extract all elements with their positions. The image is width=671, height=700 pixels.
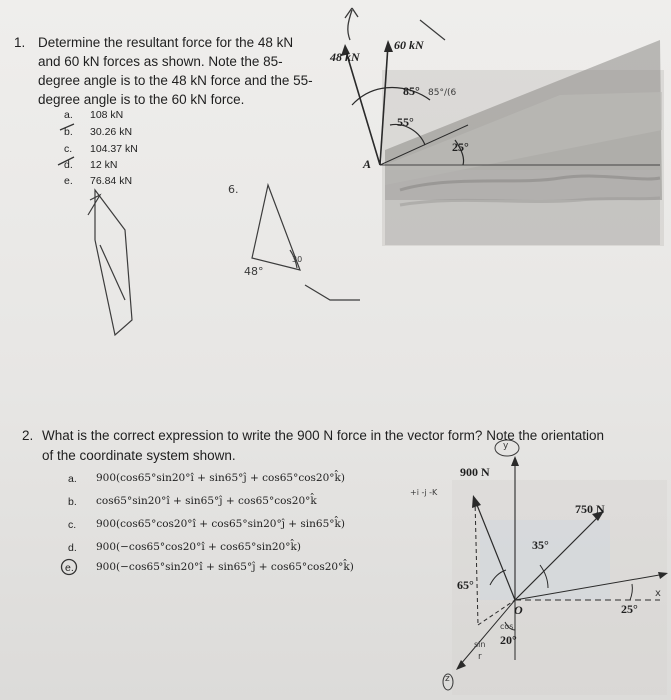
angle-35-label: 35° <box>532 538 549 552</box>
force-60kn-label: 60 kN <box>394 38 424 52</box>
q2-option-b-letter: b. <box>68 496 77 508</box>
question1-number: 1. <box>14 35 26 50</box>
q2-option-a-text: 900(cos65°sin20°î + sin65°ĵ + cos65°cos20°k̂) <box>96 472 346 484</box>
question2-line-1: What is the correct expression to write the 900 N force in the vector form? Note the orientation <box>42 428 605 443</box>
force-750n-label: 750 N <box>575 502 605 516</box>
q2-option-a-letter: a. <box>68 473 77 485</box>
q1-option-c-letter: c. <box>64 143 73 155</box>
q1-option-d-letter: d. <box>64 159 73 171</box>
q2-option-c-text: 900(cos65°cos20°î + cos65°sin20°ĵ + sin65°k̂) <box>96 518 346 530</box>
question2-line-2: of the coordinate system shown. <box>42 448 236 463</box>
q2-option-b-text: cos65°sin20°î + sin65°ĵ + cos65°cos20°k̂ <box>96 495 317 507</box>
q2-option-c-letter: c. <box>68 519 77 531</box>
q1-option-e-text: 76.84 kN <box>90 175 133 187</box>
q1-option-a-letter: a. <box>64 109 73 121</box>
q1-option-c-text: 104.37 kN <box>90 143 138 155</box>
q1-option-d-text: 12 kN <box>90 159 118 171</box>
origin-o-label: O <box>514 603 523 617</box>
q2-option-e-text: 900(−cos65°sin20°î + sin65°ĵ + cos65°cos20°k̂) <box>96 561 354 573</box>
angle-25-label: 25° <box>452 140 469 154</box>
handwritten-sketches <box>88 185 360 335</box>
angle-25-label-q2: 25° <box>621 602 638 616</box>
handwritten-sign-note: +i -j -K <box>410 488 438 497</box>
angle-65-label: 65° <box>457 578 474 592</box>
handwritten-x: x <box>655 588 661 599</box>
q1-option-b-letter: b. <box>64 126 73 138</box>
angle-20-label: 20° <box>500 633 517 647</box>
q1-option-b-text: 30.26 kN <box>90 126 133 138</box>
question1-figure <box>341 8 664 246</box>
handwritten-z: z <box>445 674 450 684</box>
q2-option-d-letter: d. <box>68 542 77 554</box>
question1-line-3: degree angle is to the 48 kN force and the 55- <box>38 73 313 88</box>
angle-55-label: 55° <box>397 115 414 129</box>
handwritten-y: y <box>503 441 509 451</box>
question2-number: 2. <box>22 428 34 443</box>
point-a-label: A <box>363 157 372 171</box>
handwritten-angle-mark: 6. <box>228 183 239 196</box>
q2-option-d-text: 900(−cos65°cos20°î + cos65°sin20°k̂) <box>96 541 301 553</box>
handwritten-cos: cos <box>500 622 514 631</box>
q1-option-e-letter: e. <box>64 175 73 187</box>
q1-option-a-text: 108 kN <box>90 109 124 121</box>
q2-option-e-letter: e. <box>65 562 74 574</box>
force-900n-label: 900 N <box>460 465 490 479</box>
handwritten-85-note: 85°/(6 <box>428 88 457 98</box>
angle-85-label: 85° <box>403 84 420 98</box>
handwritten-30: 30 <box>292 255 303 264</box>
force-48kn-label: 48 kN <box>330 50 360 64</box>
question1-line-4: degree angle is to the 60 kN force. <box>38 92 245 107</box>
handwritten-sin: sin <box>474 640 486 649</box>
handwritten-r: r <box>478 652 482 662</box>
question1-line-2: and 60 kN forces as shown. Note the 85- <box>38 54 283 69</box>
handwritten-48-degree: 48° <box>244 265 264 278</box>
question1-line-1: Determine the resultant force for the 48 kN <box>38 35 294 50</box>
